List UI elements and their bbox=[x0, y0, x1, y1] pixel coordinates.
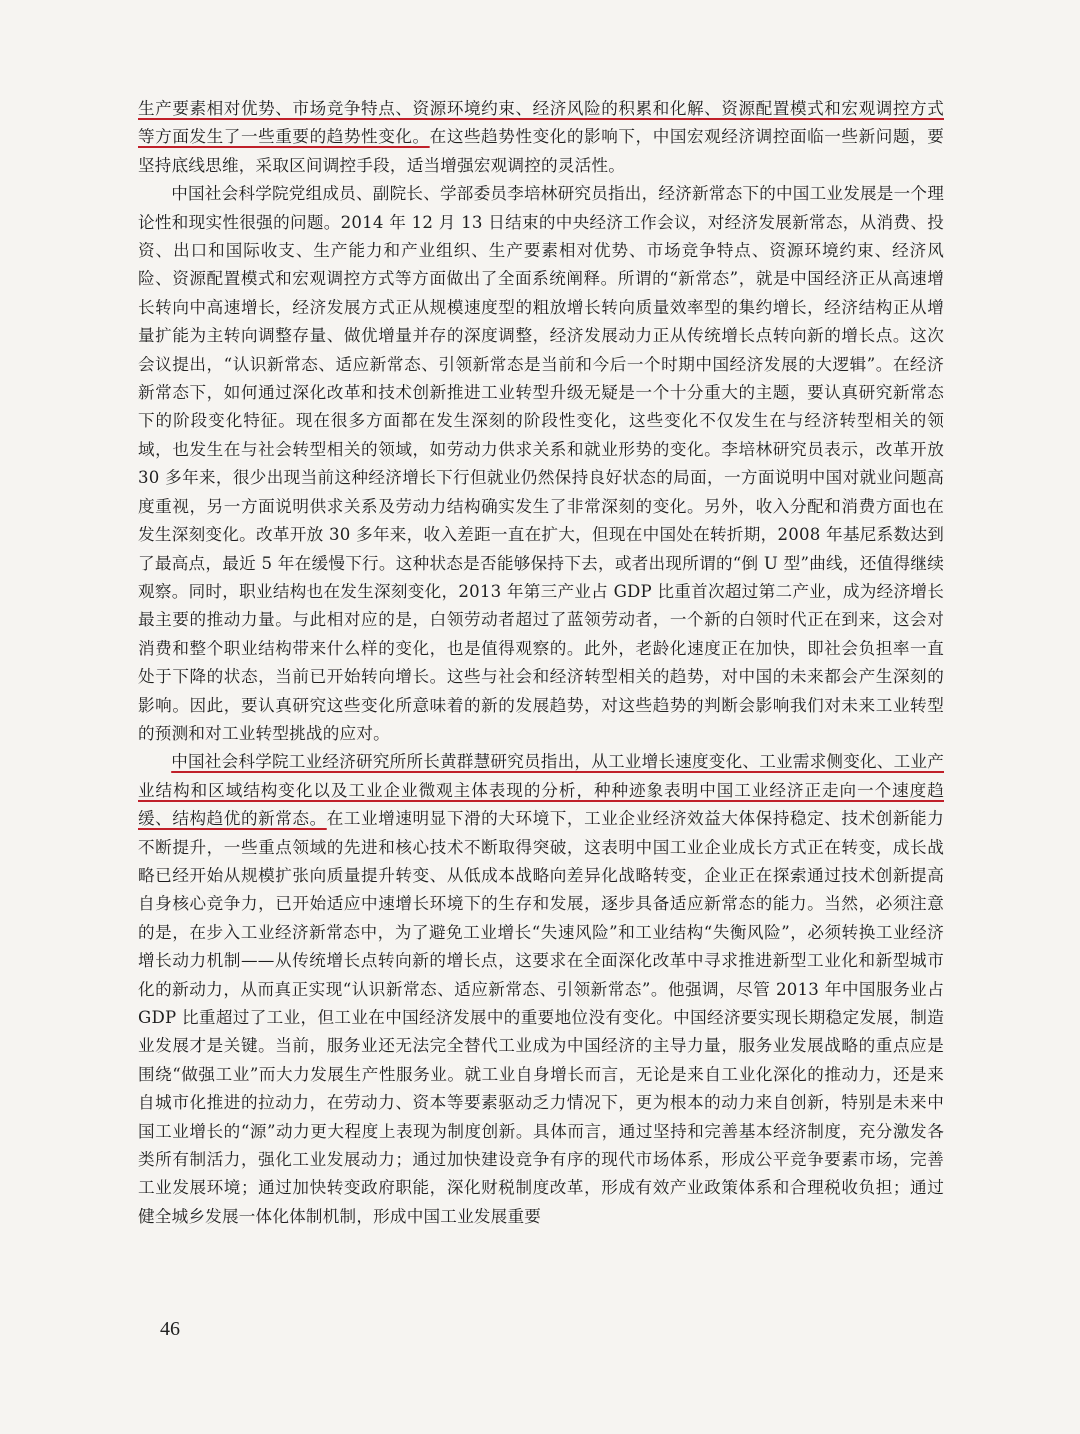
highlighted-sentence-1: 生产要素相对优势、市场竞争特点、资源环境约束、经济风险的积累和化解、资源配置模式和宏观调控方式等方面发生了一些重要的趋势性变化。 bbox=[138, 99, 944, 147]
paragraph-1-text: 在这些趋势性变化的影响下，中国宏观经济调控面临一些新问题，要坚持底线思维，采取区间调控手段，适当增强宏观调控的灵活性。 bbox=[138, 127, 945, 175]
paragraph-1 bbox=[138, 95, 944, 180]
paragraph-3 bbox=[138, 748, 944, 1231]
paragraph-2 bbox=[138, 180, 944, 748]
body-text bbox=[138, 95, 944, 1231]
paragraph-2-text: 中国社会科学院党组成员、副院长、学部委员李培林研究员指出，经济新常态下的中国工业发展是一个理论性和现实性很强的问题。2014 年 12 月 13 日结束的中央经济工作会议，对经济发展新常态，从消费、投资、出口和国际收支、生产能力和产业组织、生产要素相对优势、市场竞争特点、资源环境约束、经济风险、资源配置模式和宏观调控方式等方面做出了全面系统阐释。所谓的“新常态”，就是中国经济正从高速增长转向中高速增长，经济发展方式正从规模速度型的粗放增长转向质量效率型的集约增长，经济结构正从增量扩能为主转向调整存量、做优增量并存的深度调整，经济发展动力正从传统增长点转向新的增长点。这次会议提出，“认识新常态、适应新常态、引领新常态是当前和今后一个时期中国经济发展的大逻辑”。在经济新常态下，如何通过深化改革和技术创新推进工业转型升级无疑是一个十分重大的主题，要认真研究新常态下的阶段变化特征。现在很多方面都在发生深刻的阶段性变化，这些变化不仅发生在与经济转型相关的领域，也发生在与社会转型相关的领域，如劳动力供求关系和就业形势的变化。李培林研究员表示，改革开放 30 多年来，很少出现当前这种经济增长下行但就业仍然保持良好状态的局面，一方面说明中国对就业问题高度重视，另一方面说明供求关系及劳动力结构确实发生了非常深刻的变化。另外，收入分配和消费方面也在发生深刻变化。改革开放 30 多年来，收入差距一直在扩大，但现在中国处在转折期，2008 年基尼系数达到了最高点，最近 5 年在缓慢下行。这种状态是否能够保持下去，或者出现所谓的“倒 U 型”曲线，还值得继续观察。同时，职业结构也在发生深刻变化，2013 年第三产业占 GDP 比重首次超过第二产业，成为经济增长最主要的推动力量。与此相对应的是，白领劳动者超过了蓝领劳动者，一个新的白领时代正在到来，这会对消费和整个职业结构带来什么样的变化，也是值得观察的。此外，老龄化速度正在加快，即社会负担率一直处于下降的状态，当前已开始转向增长。这些与社会和经济转型相关的趋势，对中国的未来都会产生深刻的影响。因此，要认真研究这些变化所意味着的新的发展趋势，对这些趋势的判断会影响我们对未来工业转型的预测和对工业转型挑战的应对。 bbox=[138, 184, 944, 743]
page-number: 46 bbox=[160, 1318, 180, 1340]
paragraph-3-text: 在工业增速明显下滑的大环境下，工业企业经济效益大体保持稳定、技术创新能力不断提升，一些重点领域的先进和核心技术不断取得突破，这表明中国工业企业成长方式正在转变，成长战略已经开始从规模扩张向质量提升转变、从低成本战略向差异化战略转变，企业正在探索通过技术创新提高自身核心竞争力，已开始适应中速增长环境下的生存和发展，逐步具备适应新常态的能力。当然，必须注意的是，在步入工业经济新常态中，为了避免工业增长“失速风险”和工业结构“失衡风险”，必须转换工业经济增长动力机制——从传统增长点转向新的增长点，这要求在全面深化改革中寻求推进新型工业化和新型城市化的新动力，从而真正实现“认识新常态、适应新常态、引领新常态”。他强调，尽管 2013 年中国服务业占 GDP 比重超过了工业，但工业在中国经济发展中的重要地位没有变化。中国经济要实现长期稳定发展，制造业发展才是关键。当前，服务业还无法完全替代工业成为中国经济的主导力量，服务业发展战略的重点应是围绕“做强工业”而大力发展生产性服务业。就工业自身增长而言，无论是来自工业化深化的推动力，还是来自城市化推进的拉动力，在劳动力、资本等要素驱动乏力情况下，更为根本的动力来自创新，特别是未来中国工业增长的“源”动力更大程度上表现为制度创新。具体而言，通过坚持和完善基本经济制度，充分激发各类所有制活力，强化工业发展动力；通过加快建设竞争有序的现代市场体系，形成公平竞争要素市场，完善工业发展环境；通过加快转变政府职能，深化财税制度改革，形成有效产业政策体系和合理税收负担；通过健全城乡发展一体化体制机制，形成中国工业发展重要 bbox=[138, 809, 945, 1226]
highlighted-sentence-3: 中国社会科学院工业经济研究所所长黄群慧研究员指出，从工业增长速度变化、工业需求侧变化、工业产业结构和区域结构变化以及工业企业微观主体表现的分析，种种迹象表明中国工业经济正走向一个速度趋缓、结构趋优的新常态。 bbox=[138, 752, 944, 829]
